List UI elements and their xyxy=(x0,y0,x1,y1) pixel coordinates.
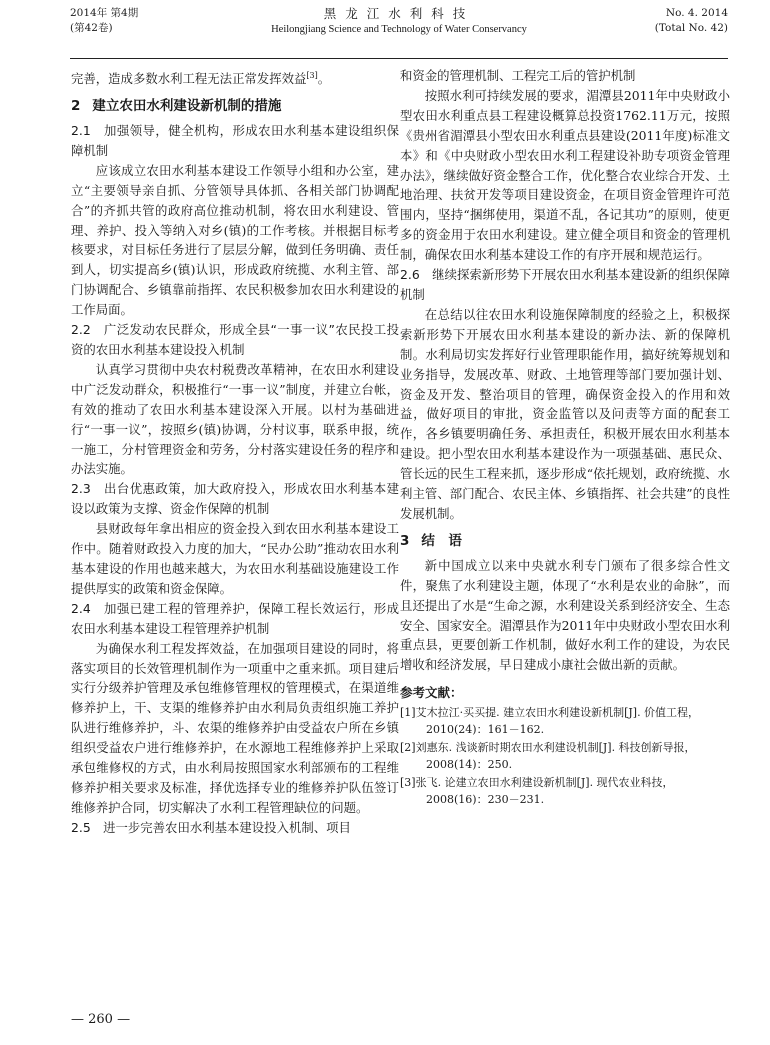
page-header xyxy=(70,4,728,59)
page-number: — 260 — xyxy=(71,1012,131,1027)
paragraph-2-4: 为确保水利工程发挥效益，在加强项目建设的同时，将落实项目的长效管理机制作为一项重中之重来抓。项目建后实行分级养护管理及承包维修管理权的管理模式，在渠道维修养护上，干、支渠的维修养护由水利局负责组织施工养护队进行维修养护，斗、农渠的维修养护由受益农户所在乡镇组织受益农户进行维修养护，在水源地工程维修养护上采取承包维修权的方式，由水利局按照国家水利部颁布的工程维修养护相关要求及标准，择优选择专业的维修养护队伍签订维修养护合同，切实解决了水利工程管理缺位的问题。 xyxy=(71,640,399,815)
total-no-label: (Total No. 42) xyxy=(654,22,728,34)
references-title: 参考文献： xyxy=(400,685,463,701)
year-issue: 2014年 第4期 xyxy=(70,7,139,19)
left-column xyxy=(71,66,399,838)
right-column xyxy=(400,66,730,808)
journal-title-en: Heilongjiang Science and Technology of Water Conservancy xyxy=(271,24,527,35)
no-label: No. 4. 2014 xyxy=(665,7,728,19)
volume: (第42卷) xyxy=(70,22,113,34)
paragraph-2-6: 在总结以往农田水利设施保障制度的经验之上，积极探索新形势下开展农田水利基本建设的新办法、新的保障机制。水利局切实发挥好行业管理职能作用，搞好统筹规划和业务指导，发展改革、财政、土地管理等部门要加强计划、资金及开发、整治项目的管理，确保资金投入的作用和效益，做好项目的审批，资金监管以及问责等方面的配套工作，各乡镇要明确任务、承担责任，积极开展农田水利基本建设。把小型农田水利基本建设作为一项强基础、惠民众、管长远的民生工程来抓，逐步形成“依托规划，政府统揽、水利主管、部门配合、农民主体、乡镇指挥、社会共建”的良性发展机制。 xyxy=(400,306,730,521)
citation: [3] xyxy=(306,71,318,80)
reference-item: [3]张飞. 论建立农田水利建设新机制[J]. 现代农业科技，2008(16)：230－231. xyxy=(400,776,674,807)
section-heading-3: 3 结 语 xyxy=(400,532,462,549)
paragraph-2-5: 按照水利可持续发展的要求，湄潭县2011年中央财政小型农田水利重点县工程建设概算总投资1762.11万元，按照《贵州省湄潭县小型农田水利重点县建设(2011年度)标准文本》和《中央财政小型农田水利工程建设补助专项资金管理办法》，继续做好资金整合工作，优化整合农业综合开发、土地治理、扶贫开发等项目建设资金，在项目资金管理许可范围内，坚持“捆绑使用，渠道不乱，各记其功”的原则，使更多的资金用于农田水利建设。建立健全项目和资金的管理机制，确保农田水利基本建设工作的有序开展和规范运行。 xyxy=(400,87,730,263)
section-heading-2: 2 建立农田水利建设新机制的措施 xyxy=(71,98,282,115)
reference-item: [2]刘惠东. 浅谈新时期农田水利建设机制[J]. 科技创新导报，2008(14)：250. xyxy=(400,741,696,772)
reference-item: [1]艾木拉江·买买提. 建立农田水利建设新机制[J]. 价值工程，2010(24)：161－162. xyxy=(400,706,700,737)
subsection-heading-2-6: 2.6 继续探索新形势下开展农田水利基本建设新的组织保障机制 xyxy=(400,267,730,302)
subsection-heading-2-3: 2.3 出台优惠政策，加大政府投入，形成农田水利基本建设以政策为支撑、资金作保障的机制 xyxy=(71,481,399,517)
paragraph-3: 新中国成立以来中央就水利专门颁布了很多综合性文件，聚焦了水利建设主题，体现了“水利是农业的命脉”，而且还提出了水是“生命之源，水利建设关系到经济安全、生态安全、国家安全。湄潭县作为2011年中央财政小型农田水利重点县，更要创新工作机制，做好水利工作的建设，为农民增收和经济发展，早日建成小康社会做出新的贡献。 xyxy=(400,557,730,673)
journal-name xyxy=(70,6,728,37)
paragraph-continued: 完善，造成多数水利工程无法正常发挥效益[3]。 xyxy=(71,71,331,87)
subsection-heading-2-5-cont: 和资金的管理机制、工程完工后的管护机制 xyxy=(400,68,636,83)
paragraph-2-3: 县财政每年拿出相应的资金投入到农田水利基本建设工作中。随着财政投入力度的加大，“民办公助”推动农田水利基本建设的作用也越来越大，为农田水利基础设施建设工作提供厚实的政策和资金保障。 xyxy=(71,521,399,596)
subsection-heading-2-4: 2.4 加强已建工程的管理养护，保障工程长效运行，形成农田水利基本建设工程管理养护机制 xyxy=(71,600,399,636)
paragraph-2-2: 认真学习贯彻中央农村税费改革精神，在农田水利建设中广泛发动群众，积极推行“一事一议”制度，并建立台帐，有效的推动了农田水利基本建设深入开展。以村为基础进行“一事一议”，按照乡(镇)协调，分村议事，联系申报，统一施工，分村管理资金和劳务，分村落实建设任务的程序和办法实施。 xyxy=(71,361,399,477)
subsection-heading-2-5: 2.5 进一步完善农田水利基本建设投入机制、项目 xyxy=(71,819,351,835)
subsection-heading-2-2: 2.2 广泛发动农民群众，形成全县“一事一议”农民投工投资的农田水利基本建设投入机制 xyxy=(71,322,399,357)
journal-title-cn: 黑龙江水利科技 xyxy=(323,6,475,21)
issue-number xyxy=(655,6,728,36)
subsection-heading-2-1: 2.1 加强领导，健全机构，形成农田水利基本建设组织保障机制 xyxy=(71,123,399,158)
paragraph-2-1: 应该成立农田水利基本建设工作领导小组和办公室，建立“主要领导亲自抓、分管领导具体抓、各相关部门协调配合”的齐抓共管的政府高位推动机制，将农田水利建设、管理、养护、投入等纳入对乡(镇)的工作考核。并根据目标考核要求，对目标任务进行了层层分解，做到任务明确、责任到人，切实提高乡(镇)认识，形成政府统揽、水利主管、部门协调配合、乡镇靠前指挥、农民积极参加农田水利建设的工作局面。 xyxy=(71,162,399,318)
